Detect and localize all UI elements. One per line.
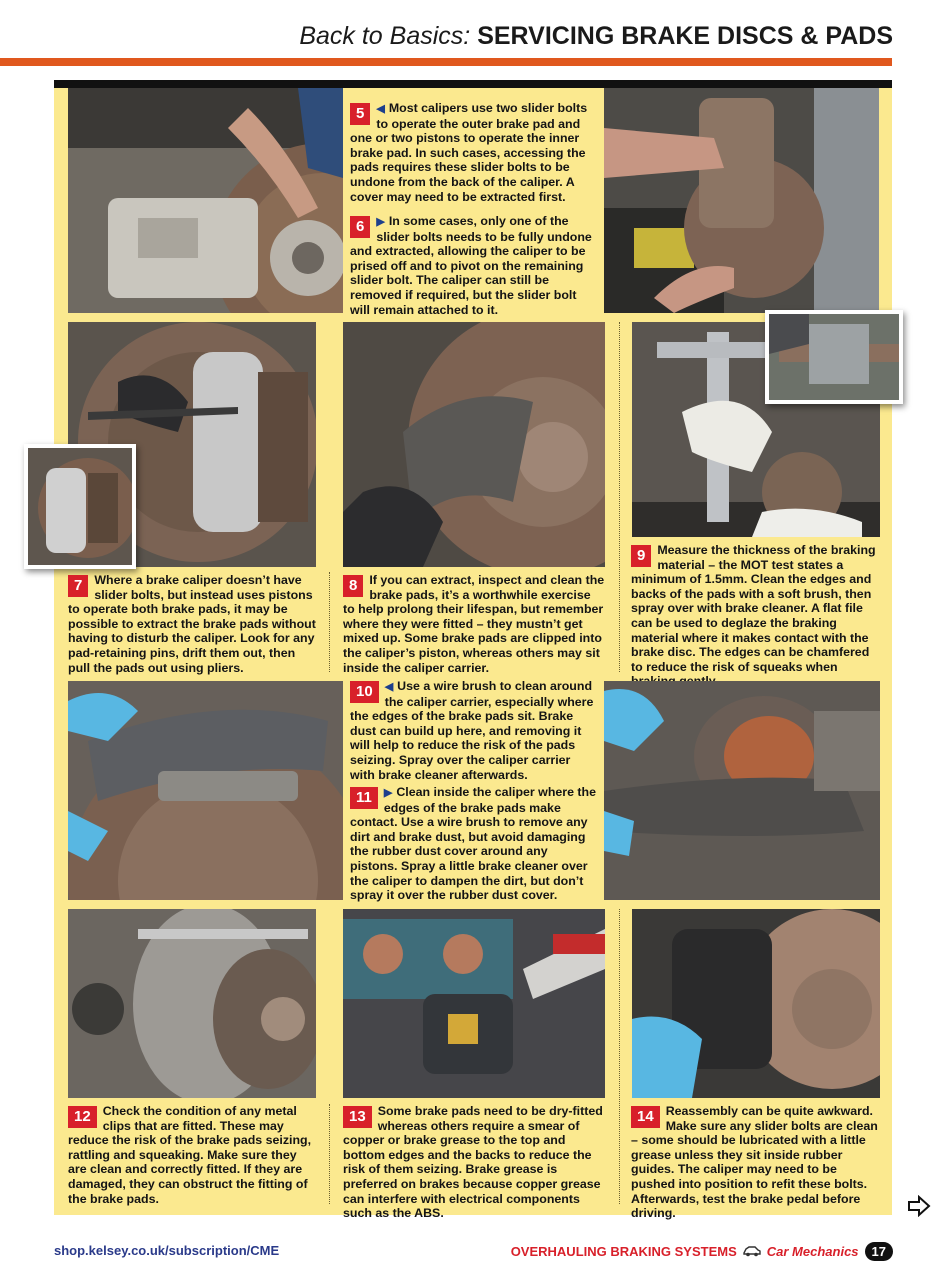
step-text: Measure the thickness of the braking material – the MOT test states a minimum of 1.5mm. Clean the edges and backs of the pads with a soft brush, then spray over with brake cleaner. A flat file can be used to deglaze the braking material where it makes contact with the brake disc. The edges can be chamfered to reduce the risk of squeaks when	[631, 543, 876, 674]
step-number-badge: 13	[343, 1106, 372, 1128]
step-14-caption	[631, 1104, 879, 1221]
arrow-left-icon: ◀	[384, 681, 394, 693]
inset-photo-step-9	[765, 310, 903, 404]
section-name: OVERHAULING BRAKING SYSTEMS	[510, 1243, 737, 1259]
step-text: Where a brake caliper doesn’t have slider bolts, but instead uses pistons to operate both brake pads, it may be possible to extract the brake pads without having to disturb the caliper. Look for any pad-retaining pins, drift them out, then pull the pads out using pliers.	[68, 573, 316, 675]
step-text: In some cases, only one of the slider bolts needs to be fully undone and extracted, allowing the caliper to be prised off and to pivot on the remaining slider bolt. The caliper can still be removed if required, but the slider bolt will remain attached to it.	[350, 214, 592, 317]
step-13-caption	[343, 1104, 605, 1221]
step-number-badge: 11	[350, 787, 378, 809]
column-divider	[329, 572, 330, 672]
arrow-left-icon: ◀	[376, 103, 385, 115]
step-number-badge: 9	[631, 545, 651, 567]
page-title	[299, 22, 893, 51]
step-text: Reassembly can be quite awkward. Make sure any slider bolts are clean – some should be lubricated with a little grease unless they sit inside rubber guides. The caliper may need to be pushed into position to refit these bolts. Afterwards, test the brake pedal before driving.	[631, 1104, 878, 1221]
step-text: Some brake pads need to be dry-fitted whereas others require a smear of copper or brake grease to the top and bottom edges and the backs to reduce the risk of them seizing. Brake grease is preferred on brakes because copper grease can interfere with electrical components such as the ABS.	[343, 1104, 603, 1221]
step-number-badge: 5	[350, 103, 370, 125]
step-number-badge: 8	[343, 575, 363, 597]
page-number: 17	[865, 1242, 893, 1261]
title-series: Back to Basics:	[299, 22, 471, 50]
column-divider	[619, 909, 620, 1204]
step-11-caption	[350, 785, 598, 903]
step-number-badge: 10	[350, 681, 379, 703]
photo-step-10	[68, 681, 343, 900]
page-header	[0, 0, 949, 70]
title-main: SERVICING BRAKE DISCS & PADS	[477, 22, 893, 50]
step-number-badge: 12	[68, 1106, 97, 1128]
step-10-caption	[350, 679, 598, 782]
step-number-badge: 7	[68, 575, 88, 597]
page-footer	[511, 1240, 893, 1262]
step-text: Clean inside the caliper where the edges of the brake pads make contact. Use a wire brush to remove any dirt and brake dust, but avoid damaging the rubber dust cover around any pistons. Spray a little brake cleaner over the caliper to dampen the dirt, but don’t spray it over the rubber dust cover.	[350, 785, 597, 903]
photo-step-11	[604, 681, 880, 900]
column-divider	[329, 1104, 330, 1204]
arrow-right-icon: ▶	[383, 787, 393, 799]
step-number-badge: 6	[350, 216, 370, 238]
panel-top-rule	[54, 80, 892, 88]
subscription-link[interactable]: shop.kelsey.co.uk/subscription/CME	[54, 1243, 280, 1258]
photo-step-12	[68, 909, 316, 1098]
car-icon	[743, 1245, 761, 1257]
step-9-caption	[631, 543, 879, 689]
step-text: Most calipers use two slider bolts to operate the outer brake pad and one or two pistons to operate the inner brake pad. In such cases, accessing the pads requires these slider bolts to be undone from the back of the caliper. A cover may need to be extracted first.	[350, 101, 588, 204]
step-text: If you can extract, inspect and clean the brake pads, it’s a worthwhile exercise to help prolong their lifespan, but remember where they were fitted – they mustn’t get mixed up. Some brake pads are clipped into the caliper’s piston, whereas others may sit inside the caliper carrier.	[343, 573, 605, 675]
step-number-badge: 14	[631, 1106, 660, 1128]
photo-step-13	[343, 909, 605, 1098]
column-divider	[619, 322, 620, 672]
step-text: Check the condition of any metal clips that are fitted. These may reduce the risk of the brake pads seizing, rattling and squeaking. Make sure they are clean and correctly fitted. If they are damaged, they can obstruct the fitting of the brake pads.	[68, 1104, 312, 1206]
step-7-caption	[68, 573, 316, 675]
step-5-caption	[350, 101, 598, 204]
photo-step-6	[604, 88, 879, 313]
inset-photo-step-7	[24, 444, 136, 569]
header-rule	[0, 58, 892, 66]
step-8-caption	[343, 573, 605, 675]
step-text: Use a wire brush to clean around the caliper carrier, especially where the edges of the brake pads sit. Brake dust can build up here, and removing it will help to reduce the risk of the pads seizing. Spray over the caliper carrier with brake cleaner afterwards.	[350, 679, 594, 782]
magazine-brand: Car Mechanics	[766, 1243, 859, 1259]
photo-step-5	[68, 88, 343, 313]
arrow-right-icon: ▶	[376, 216, 385, 228]
photo-step-14	[632, 909, 880, 1098]
next-page-arrow-icon[interactable]	[907, 1195, 931, 1217]
step-12-caption	[68, 1104, 316, 1206]
step-6-caption	[350, 214, 598, 317]
photo-step-8	[343, 322, 605, 567]
